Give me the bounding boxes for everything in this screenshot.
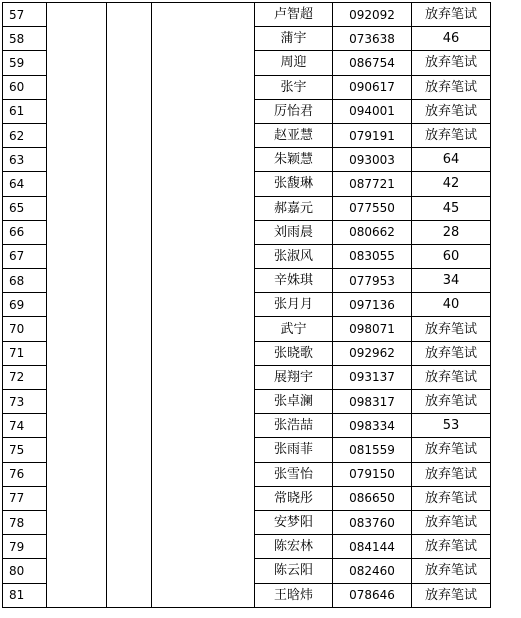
exam-id-cell: 073638 xyxy=(333,27,412,51)
name-cell: 张馥琳 xyxy=(255,172,333,196)
name-cell: 郝嘉元 xyxy=(255,196,333,220)
row-number-cell: 65 xyxy=(3,196,47,220)
row-number-cell: 62 xyxy=(3,123,47,147)
name-cell: 安梦阳 xyxy=(255,510,333,534)
row-number-cell: 64 xyxy=(3,172,47,196)
name-cell: 陈云阳 xyxy=(255,559,333,583)
exam-id-cell: 082460 xyxy=(333,559,412,583)
exam-id-cell: 084144 xyxy=(333,535,412,559)
name-cell: 张雪怡 xyxy=(255,462,333,486)
name-cell: 王晗炜 xyxy=(255,583,333,607)
row-number-cell: 71 xyxy=(3,341,47,365)
name-cell: 常晓彤 xyxy=(255,486,333,510)
score-cell: 放弃笔试 xyxy=(412,535,491,559)
score-cell: 放弃笔试 xyxy=(412,510,491,534)
table-body xyxy=(3,3,491,608)
row-number-cell: 57 xyxy=(3,3,47,27)
exam-id-cell: 098071 xyxy=(333,317,412,341)
score-cell: 放弃笔试 xyxy=(412,462,491,486)
row-number-cell: 81 xyxy=(3,583,47,607)
exam-id-cell: 092092 xyxy=(333,3,412,27)
name-cell: 赵亚慧 xyxy=(255,123,333,147)
score-cell: 放弃笔试 xyxy=(412,559,491,583)
row-number-cell: 80 xyxy=(3,559,47,583)
name-cell: 张雨菲 xyxy=(255,438,333,462)
score-cell: 53 xyxy=(412,414,491,438)
blank-column-b xyxy=(107,3,152,608)
score-cell: 放弃笔试 xyxy=(412,3,491,27)
score-table xyxy=(2,2,491,608)
name-cell: 张晓歌 xyxy=(255,341,333,365)
score-cell: 45 xyxy=(412,196,491,220)
exam-id-cell: 097136 xyxy=(333,293,412,317)
row-number-cell: 78 xyxy=(3,510,47,534)
name-cell: 展翔宇 xyxy=(255,365,333,389)
name-cell: 张月月 xyxy=(255,293,333,317)
exam-id-cell: 077550 xyxy=(333,196,412,220)
score-cell: 64 xyxy=(412,148,491,172)
name-cell: 张宇 xyxy=(255,75,333,99)
score-cell: 放弃笔试 xyxy=(412,583,491,607)
score-cell: 28 xyxy=(412,220,491,244)
exam-id-cell: 083055 xyxy=(333,244,412,268)
score-cell: 40 xyxy=(412,293,491,317)
name-cell: 朱颖慧 xyxy=(255,148,333,172)
score-cell: 放弃笔试 xyxy=(412,123,491,147)
exam-id-cell: 090617 xyxy=(333,75,412,99)
row-number-cell: 73 xyxy=(3,390,47,414)
name-cell: 蒲宇 xyxy=(255,27,333,51)
row-number-cell: 77 xyxy=(3,486,47,510)
exam-id-cell: 083760 xyxy=(333,510,412,534)
row-number-cell: 70 xyxy=(3,317,47,341)
exam-id-cell: 078646 xyxy=(333,583,412,607)
blank-column-c xyxy=(152,3,255,608)
score-cell: 放弃笔试 xyxy=(412,75,491,99)
score-cell: 放弃笔试 xyxy=(412,51,491,75)
row-number-cell: 79 xyxy=(3,535,47,559)
exam-id-cell: 077953 xyxy=(333,269,412,293)
score-cell: 放弃笔试 xyxy=(412,365,491,389)
name-cell: 陈宏林 xyxy=(255,535,333,559)
name-cell: 刘雨晨 xyxy=(255,220,333,244)
row-number-cell: 58 xyxy=(3,27,47,51)
score-cell: 放弃笔试 xyxy=(412,99,491,123)
name-cell: 卢智超 xyxy=(255,3,333,27)
table-row xyxy=(3,3,491,27)
name-cell: 张淑风 xyxy=(255,244,333,268)
exam-id-cell: 093137 xyxy=(333,365,412,389)
score-cell: 60 xyxy=(412,244,491,268)
score-cell: 放弃笔试 xyxy=(412,341,491,365)
score-cell: 34 xyxy=(412,269,491,293)
score-cell: 46 xyxy=(412,27,491,51)
score-cell: 42 xyxy=(412,172,491,196)
row-number-cell: 76 xyxy=(3,462,47,486)
row-number-cell: 75 xyxy=(3,438,47,462)
exam-id-cell: 092962 xyxy=(333,341,412,365)
name-cell: 张卓澜 xyxy=(255,390,333,414)
score-cell: 放弃笔试 xyxy=(412,486,491,510)
exam-id-cell: 086650 xyxy=(333,486,412,510)
row-number-cell: 66 xyxy=(3,220,47,244)
name-cell: 张浩喆 xyxy=(255,414,333,438)
score-cell: 放弃笔试 xyxy=(412,317,491,341)
exam-id-cell: 094001 xyxy=(333,99,412,123)
exam-id-cell: 086754 xyxy=(333,51,412,75)
score-cell: 放弃笔试 xyxy=(412,438,491,462)
name-cell: 周迎 xyxy=(255,51,333,75)
row-number-cell: 67 xyxy=(3,244,47,268)
score-cell: 放弃笔试 xyxy=(412,390,491,414)
exam-id-cell: 087721 xyxy=(333,172,412,196)
row-number-cell: 68 xyxy=(3,269,47,293)
name-cell: 厉怡君 xyxy=(255,99,333,123)
name-cell: 辛姝琪 xyxy=(255,269,333,293)
row-number-cell: 63 xyxy=(3,148,47,172)
row-number-cell: 74 xyxy=(3,414,47,438)
exam-id-cell: 093003 xyxy=(333,148,412,172)
row-number-cell: 60 xyxy=(3,75,47,99)
name-cell: 武宁 xyxy=(255,317,333,341)
exam-id-cell: 098317 xyxy=(333,390,412,414)
row-number-cell: 69 xyxy=(3,293,47,317)
row-number-cell: 61 xyxy=(3,99,47,123)
row-number-cell: 72 xyxy=(3,365,47,389)
exam-id-cell: 098334 xyxy=(333,414,412,438)
blank-column-a xyxy=(47,3,107,608)
row-number-cell: 59 xyxy=(3,51,47,75)
exam-id-cell: 080662 xyxy=(333,220,412,244)
exam-id-cell: 081559 xyxy=(333,438,412,462)
exam-id-cell: 079191 xyxy=(333,123,412,147)
exam-id-cell: 079150 xyxy=(333,462,412,486)
